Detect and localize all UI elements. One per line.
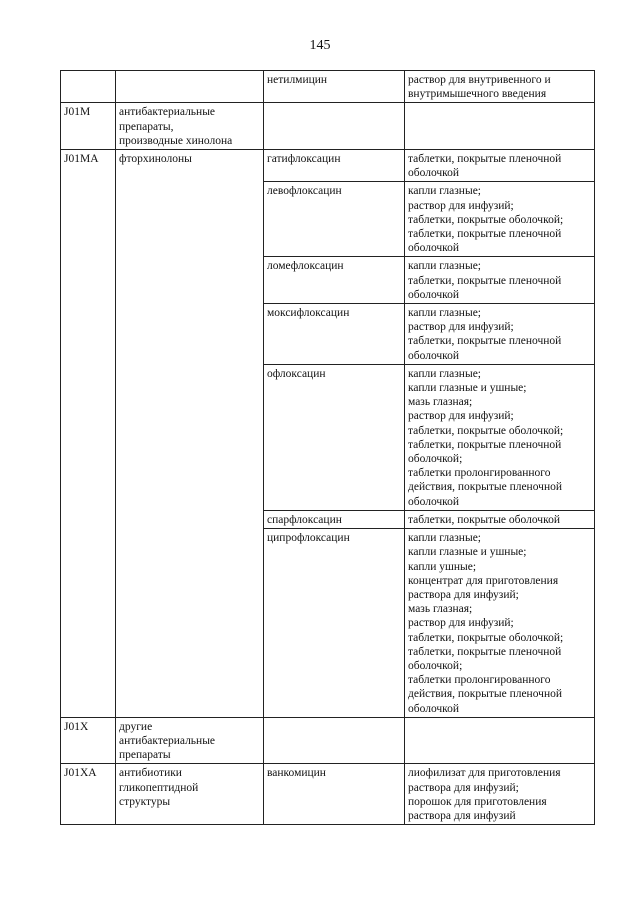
dosage-form-line: капли глазные; (408, 532, 481, 545)
table-row (61, 103, 595, 150)
group-line: структуры (119, 795, 171, 808)
dosage-form-line: таблетки, покрытые пленочной (408, 335, 562, 348)
dosage-form-line: раствор для инфузий; (408, 321, 514, 334)
dosage-form-line: таблетки пролонгированного (408, 467, 551, 480)
atc-code-cell: J01M (61, 103, 116, 150)
dosage-form-line: оболочкой (408, 167, 460, 180)
group-cell (116, 150, 264, 718)
dosage-forms-cell (405, 529, 595, 718)
dosage-form-line: внутримышечного введения (408, 88, 547, 101)
dosage-form-line: капли глазные; (408, 260, 481, 273)
group-line: антибиотики (119, 767, 182, 780)
drug-name-cell: офлоксацин (264, 364, 405, 510)
dosage-forms-cell (405, 717, 595, 764)
dosage-form-line: капли глазные; (408, 307, 481, 320)
dosage-form-line: капли ушные; (408, 560, 477, 573)
dosage-form-line: раствор для инфузий; (408, 617, 514, 630)
group-cell (116, 71, 264, 103)
dosage-form-line: таблетки, покрытые пленочной (408, 438, 562, 451)
table-row (61, 717, 595, 764)
dosage-form-line: таблетки, покрытые оболочкой; (408, 631, 564, 644)
atc-code-cell (61, 71, 116, 103)
dosage-form-line: таблетки, покрытые пленочной (408, 274, 562, 287)
dosage-forms-cell (405, 71, 595, 103)
dosage-form-line: оболочкой (408, 495, 460, 508)
group-line: производные хинолона (119, 134, 233, 147)
drug-name-cell: моксифлоксацин (264, 304, 405, 365)
dosage-form-line: таблетки пролонгированного (408, 674, 551, 687)
dosage-form-line: раствора для инфузий (408, 809, 516, 822)
dosage-form-line: раствор для инфузий; (408, 199, 514, 212)
dosage-form-line: раствор для инфузий; (408, 410, 514, 423)
dosage-form-line: оболочкой (408, 288, 460, 301)
dosage-form-line: оболочкой (408, 349, 460, 362)
group-line: гликопептидной (119, 781, 199, 794)
table-row (61, 71, 595, 103)
dosage-form-line: раствора для инфузий; (408, 781, 519, 794)
dosage-form-line: капли глазные; (408, 367, 481, 380)
drug-name-cell (264, 717, 405, 764)
dosage-form-line: действия, покрытые пленочной (408, 688, 563, 701)
dosage-forms-cell (405, 364, 595, 510)
dosage-form-line: оболочкой; (408, 659, 463, 672)
group-cell (116, 103, 264, 150)
atc-code-cell: J01MA (61, 150, 116, 718)
dosage-form-line: таблетки, покрытые оболочкой (408, 513, 560, 526)
table-row (61, 764, 595, 825)
dosage-form-line: раствор для внутривенного и (408, 74, 551, 86)
dosage-form-line: капли глазные и ушные; (408, 382, 527, 395)
group-line: антибактериальные (119, 734, 216, 747)
drug-name-cell: ципрофлоксацин (264, 529, 405, 718)
dosage-forms-cell (405, 257, 595, 304)
dosage-form-line: лиофилизат для приготовления (408, 767, 561, 780)
dosage-form-line: мазь глазная; (408, 396, 473, 409)
dosage-form-line: мазь глазная; (408, 603, 473, 616)
drug-classification-table (60, 70, 595, 825)
atc-code-cell: J01X (61, 717, 116, 764)
dosage-form-line: таблетки, покрытые пленочной (408, 228, 562, 241)
table-row (61, 150, 595, 182)
dosage-form-line: таблетки, покрытые пленочной (408, 153, 562, 166)
group-line: препараты, (119, 120, 174, 133)
drug-name-cell: спарфлоксацин (264, 510, 405, 528)
group-line: препараты (119, 749, 171, 762)
dosage-forms-cell (405, 182, 595, 257)
dosage-form-line: таблетки, покрытые оболочкой; (408, 424, 564, 437)
dosage-form-line: концентрат для приготовления (408, 574, 559, 587)
group-line: другие (119, 720, 153, 733)
dosage-form-line: капли глазные; (408, 185, 481, 198)
dosage-forms-cell (405, 150, 595, 182)
dosage-form-line: раствора для инфузий; (408, 588, 519, 601)
group-cell (116, 717, 264, 764)
dosage-forms-cell (405, 510, 595, 528)
dosage-form-line: действия, покрытые пленочной (408, 481, 563, 494)
drug-name-cell: ломефлоксацин (264, 257, 405, 304)
dosage-form-line: оболочкой; (408, 453, 463, 466)
group-line: фторхинолоны (119, 153, 192, 166)
drug-name-cell: левофлоксацин (264, 182, 405, 257)
dosage-form-line: таблетки, покрытые оболочкой; (408, 213, 564, 226)
group-line: антибактериальные (119, 106, 216, 119)
drug-name-cell: нетилмицин (264, 71, 405, 103)
dosage-form-line: оболочкой (408, 702, 460, 715)
drug-name-cell: гатифлоксацин (264, 150, 405, 182)
page-number: 145 (309, 38, 331, 53)
dosage-form-line: оболочкой (408, 242, 460, 255)
dosage-forms-cell (405, 103, 595, 150)
drug-name-cell (264, 103, 405, 150)
group-cell (116, 764, 264, 825)
drug-name-cell: ванкомицин (264, 764, 405, 825)
atc-code-cell: J01XA (61, 764, 116, 825)
dosage-forms-cell (405, 764, 595, 825)
dosage-form-line: капли глазные и ушные; (408, 546, 527, 559)
dosage-form-line: таблетки, покрытые пленочной (408, 645, 562, 658)
dosage-forms-cell (405, 304, 595, 365)
dosage-form-line: порошок для приготовления (408, 795, 547, 808)
